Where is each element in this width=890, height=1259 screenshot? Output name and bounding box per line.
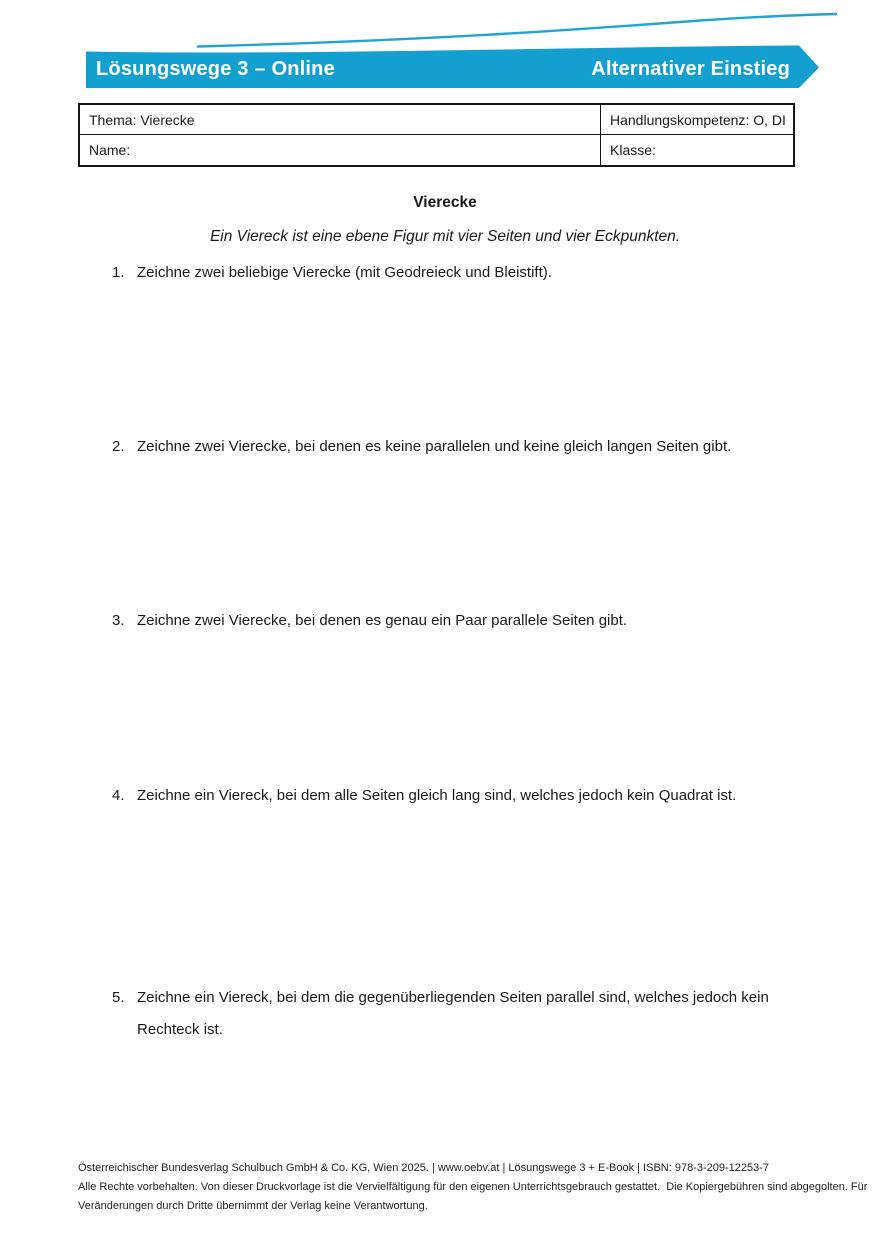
footer-liability-line: Veränderungen durch Dritte übernimmt der Verlag keine Verantwortung. <box>78 1200 428 1212</box>
task-item-2 <box>112 431 731 463</box>
task-item-5 <box>112 982 799 1046</box>
footer-imprint <box>78 1159 867 1216</box>
task-text: Zeichne ein Viereck, bei dem die gegenüberliegenden Seiten parallel sind, welches jedoch kein Rechteck ist. <box>137 989 769 1038</box>
task-number: 2. <box>112 438 125 455</box>
banner-swoosh-line <box>198 14 836 47</box>
task-text: Zeichne zwei Vierecke, bei denen es keine parallelen und keine gleich langen Seiten gibt. <box>137 438 732 455</box>
task-number: 1. <box>112 264 125 281</box>
footer-publisher-line: Österreichischer Bundesverlag Schulbuch GmbH & Co. KG, Wien 2025. | www.oebv.at | Lösungswege 3 + E-Book | ISBN: 978-3-209-12253-7 <box>78 1162 770 1174</box>
task-item-4 <box>112 780 736 812</box>
info-cell-handlungskompetenz: Handlungskompetenz: O, DI <box>601 105 793 135</box>
task-number: 4. <box>112 787 125 804</box>
header-banner-graphic <box>0 0 890 100</box>
worksheet-title: Vierecke <box>413 194 477 211</box>
task-item-1 <box>112 257 552 289</box>
footer-rights-line: Alle Rechte vorbehalten. Von dieser Druckvorlage ist die Vervielfältigung für den eigenen Unterrichtsgebrauch gestattet. Die Kopiergebühren sind abgegolten. Für <box>78 1181 868 1193</box>
banner-series-title: Lösungswege 3 – Online <box>96 58 335 80</box>
worksheet-intro: Ein Viereck ist eine ebene Figur mit vier Seiten und vier Eckpunkten. <box>209 228 681 245</box>
info-cell-klasse: Klasse: <box>610 142 656 158</box>
task-item-3 <box>112 605 627 637</box>
task-number: 5. <box>112 989 125 1006</box>
info-cell-name: Name: <box>80 135 601 165</box>
task-text: Zeichne ein Viereck, bei dem alle Seiten gleich lang sind, welches jedoch kein Quadrat ist. <box>137 787 737 804</box>
banner-section-title: Alternativer Einstieg <box>591 58 790 80</box>
task-text: Zeichne zwei beliebige Vierecke (mit Geodreieck und Bleistift). <box>137 264 552 281</box>
info-table <box>78 103 795 167</box>
task-text: Zeichne zwei Vierecke, bei denen es genau ein Paar parallele Seiten gibt. <box>137 612 628 629</box>
info-cell-thema: Thema: Vierecke <box>80 105 601 135</box>
task-number: 3. <box>112 612 125 629</box>
